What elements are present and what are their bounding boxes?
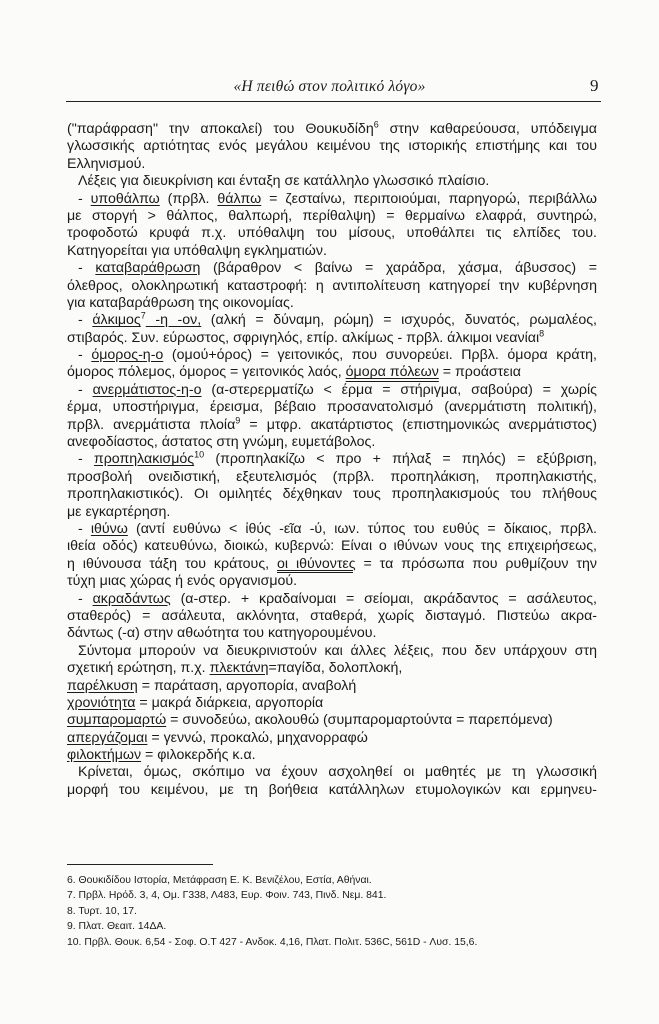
text-run: προσβολή ονειδιστική, εξευτελισμός (πρβλ. προπηλάκιση, προπηλακιστής, xyxy=(67,468,597,485)
text-run: με εγκαρτέρηση. xyxy=(67,503,171,520)
footnote-marker: 10 xyxy=(194,451,205,460)
text-run: - xyxy=(78,590,93,607)
double-underlined-phrase: όμορα πόλεων xyxy=(345,364,439,381)
footnote-rule xyxy=(67,864,213,865)
text-line xyxy=(67,504,597,521)
text-run: (αντί ευθύνω < ἰθύς -εῖα -ύ, ιων. τύπος του ευθύς = δίκαιος, πρβλ. xyxy=(127,520,597,537)
text-run: μορφή του κειμένου, με τη βοήθεια κατάλληλων ετυμολογικών και ερμηνευ- xyxy=(67,781,597,798)
text-line xyxy=(67,643,597,660)
text-line xyxy=(67,782,597,799)
text-line xyxy=(67,382,597,399)
text-line xyxy=(67,138,597,155)
text-line xyxy=(67,730,597,747)
text-line xyxy=(67,260,597,277)
text-run: όλεθρος, ολοκληρωτική καταστροφή: η αντιπολίτευση κατηγορεί την κυβέρνηση xyxy=(67,277,597,294)
text-run: Ελληνισμού. xyxy=(67,155,146,172)
text-run: - xyxy=(78,381,93,398)
text-run: ανεφοδίαστος, άστατος στη γνώμη, ευμετάβολος. xyxy=(67,434,376,451)
text-run: Κατηγορείται για υπόθαλψη εγκληματιών. xyxy=(67,242,327,259)
text-run: Σύντομα μπορούν να διευκρινιστούν και άλλες λέξεις, που δεν υπάρχουν στη xyxy=(78,642,597,659)
text-run: Κρίνεται, όμως, σκόπιμο να έχουν ασχοληθεί οι μαθητές με τη γλωσσική xyxy=(78,764,597,781)
text-line xyxy=(67,695,597,712)
text-run: με στοργή > θάλπος, θαλπωρή, περίθαλψη) = θερμαίνω ελαφρά, συντηρώ, xyxy=(67,207,597,224)
running-title: «Η πειθώ στον πολιτικό λόγο» xyxy=(233,78,426,95)
text-line xyxy=(67,573,597,590)
underlined-term: άλκιμος xyxy=(92,312,141,329)
text-line xyxy=(67,278,597,295)
footnote: 7. Πρβλ. Ηρόδ. 3, 4, Ομ. Γ338, Λ483, Ευρ. Φοιν. 743, Πινδ. Νεμ. 841. xyxy=(67,890,387,902)
underlined-term: πλεκτάνη xyxy=(209,660,269,677)
text-run: - xyxy=(78,520,91,537)
text-line xyxy=(67,364,597,381)
underlined-term: απεργάζομαι xyxy=(67,729,148,746)
footnote-marker: 6 xyxy=(373,121,379,130)
text-line xyxy=(67,764,597,781)
text-run: για καταβαράθρωση της οικονομίας. xyxy=(67,294,294,311)
text-run: - xyxy=(78,260,96,277)
footnote: 10. Πρβλ. Θουκ. 6,54 - Σοφ. Ο.Τ 427 - Ανδοκ. 4,16, Πλατ. Πολιτ. 536C, 561D - Λυσ. 15,6. xyxy=(67,936,478,948)
double-underlined-phrase: οι ιθύνοντες xyxy=(277,555,356,572)
text-run: γλωσσικής αρτιότητας ενός μεγάλου κειμένου της ιστορικής επιστήμης και του xyxy=(67,138,597,155)
header-rule xyxy=(66,101,601,102)
text-line xyxy=(67,208,597,225)
text-run: (α-στερερματίζω < έρμα = στήριγμα, σαβούρα) = χωρίς xyxy=(201,381,597,398)
text-run: έρμα, υποστήριγμα, έρεισμα, βέβαιο προσανατολισμό (ανερμάτιστη πολιτική), xyxy=(67,399,597,416)
text-line xyxy=(67,156,597,173)
text-line xyxy=(67,625,597,642)
footnote-marker: 8 xyxy=(539,329,545,338)
text-line xyxy=(67,121,597,138)
footnote: 6. Θουκιδίδου Ιστορία, Μετάφραση Ε. Κ. Βενιζέλου, Εστία, Αθήναι. xyxy=(67,875,372,886)
text-run: Λέξεις για διευκρίνιση και ένταξη σε κατάλληλο γλωσσικό πλαίσιο. xyxy=(78,173,490,190)
text-line xyxy=(67,295,597,312)
running-header xyxy=(0,78,659,102)
text-run: σταθερός) = ασάλευτα, ακλόνητα, σταθερά, χωρίς δισταγμό. Πιστεύω ακρα- xyxy=(67,607,597,624)
text-run: (α-στερ. + κραδαίνομαι = σείομαι, ακράδαντος = ασάλευτος, xyxy=(170,590,597,607)
text-run: = φιλοκερδής κ.α. xyxy=(141,747,256,764)
underlined-term: φιλοκτήμων xyxy=(67,747,142,764)
text-line xyxy=(67,712,597,729)
body-text xyxy=(67,121,597,799)
text-line xyxy=(67,747,597,764)
underlined-term: καταβαράθρωση xyxy=(95,260,201,277)
text-run: =παγίδα, δολοπλοκή, xyxy=(268,660,403,677)
text-run: όμορος πόλεμος, όμορος = γειτονικός λαός, xyxy=(67,364,346,381)
text-run: (αλκή = δύναμη, ρώμη) = ισχυρός, δυνατός, ρωμαλέος, xyxy=(201,312,597,329)
footnote-marker: 9 xyxy=(235,416,241,425)
underlined-term: προπηλακισμός xyxy=(93,451,195,468)
text-line xyxy=(67,434,597,451)
text-run: (βάραθρον < βαίνω = χαράδρα, χάσμα, άβυσσος) = xyxy=(200,260,597,277)
text-run: τύχη μιας χώρας ή ενός οργανισμού. xyxy=(67,573,298,590)
text-run: = προάστεια xyxy=(438,364,521,381)
text-run: (ομού+όρος) = γειτονικός, που συνορεύει. Πρβλ. όμορα κράτη, xyxy=(163,347,597,364)
text-line xyxy=(67,538,597,555)
text-line xyxy=(67,243,597,260)
underlined-term: όμορος-η-ο xyxy=(91,347,164,364)
text-run: προπηλακιστικός). Οι ομιλητές δέχθηκαν τους προπηλακισμούς του πλήθους xyxy=(67,486,597,503)
text-run: σχετική ερώτηση, π.χ. xyxy=(67,660,210,677)
text-line xyxy=(67,347,597,364)
text-run: - xyxy=(78,347,92,364)
text-run: στην καθαρεύουσα, υπόδειγμα xyxy=(378,121,597,137)
text-line xyxy=(67,660,597,677)
text-line xyxy=(67,591,597,608)
text-run: (πρβλ. xyxy=(159,190,218,207)
text-run: ("παράφραση" την αποκαλεί) του Θουκυδίδη xyxy=(67,121,374,137)
footnote: 9. Πλατ. Θεαιτ. 14ΔΑ. xyxy=(67,921,167,933)
underlined-term: ιθύνω xyxy=(90,520,128,537)
text-run: = τα πρόσωπα που ρυθμίζουν την xyxy=(355,555,597,572)
text-run: = μτφρ. ακατάρτιστος (επιστημονικώς ανερμάτιστος) xyxy=(240,416,597,433)
underlined-term: -η -ον, xyxy=(145,312,202,329)
text-line xyxy=(67,469,597,486)
underlined-term: ακραδάντως xyxy=(92,590,171,607)
text-line xyxy=(67,608,597,625)
text-run: ιθεία οδός) κατευθύνω, διοικώ, κυβερνώ: Είναι ο ιθύνων νους της επιχειρήσεως, xyxy=(67,538,597,555)
text-run: δάντως (-α) στην αθωότητα του κατηγορουμένου. xyxy=(67,625,377,642)
underlined-term: παρέλκυση xyxy=(67,677,138,694)
text-run: = μακρά διάρκεια, αργοπορία xyxy=(135,694,324,711)
underlined-term: υποθάλπω xyxy=(90,190,160,207)
underlined-term: ανερμάτιστος-η-ο xyxy=(92,381,202,398)
footnote-marker: 7 xyxy=(140,312,146,321)
text-line xyxy=(67,417,597,434)
text-run: τροφοδοτώ κρυφά π.χ. υπόθαλψη του μίσους, υποθάλπει τις ελπίδες του. xyxy=(67,225,597,242)
underlined-term: συμπαρομαρτώ xyxy=(67,712,167,729)
text-run: = παράταση, αργοπορία, αναβολή xyxy=(137,677,357,694)
text-run: = ζεσταίνω, περιποιούμαι, παρηγορώ, περιβάλλω xyxy=(261,190,597,207)
text-run: (προπηλακίζω < προ + πήλαξ = πηλός) = εξύβριση, xyxy=(204,451,597,468)
text-run: - xyxy=(78,451,94,468)
text-run: στιβαρός. Συν. εύρωστος, σφριγηλός, επίρ. αλκίμως - πρβλ. άλκιμοι νεανίαι xyxy=(67,329,540,346)
underlined-term: θάλπω xyxy=(217,190,262,207)
text-line xyxy=(67,173,597,190)
page-number: 9 xyxy=(590,76,599,95)
footnotes xyxy=(67,873,597,950)
text-line xyxy=(67,399,597,416)
text-line xyxy=(67,225,597,242)
text-line xyxy=(67,330,597,347)
text-line xyxy=(67,678,597,695)
text-run: - xyxy=(78,190,91,207)
text-line xyxy=(67,312,597,329)
underlined-term: χρονιότητα xyxy=(67,694,136,711)
text-run: = γεννώ, προκαλώ, μηχανορραφώ xyxy=(147,729,368,746)
text-line xyxy=(67,521,597,538)
text-run: = συνοδεύω, ακολουθώ (συμπαρομαρτούντα = παρεπόμενα) xyxy=(166,712,553,729)
text-run: πρβλ. ανερμάτιστα πλοία xyxy=(67,416,236,433)
text-line xyxy=(67,451,597,468)
footnote: 8. Τυρτ. 10, 17. xyxy=(67,905,137,917)
text-run: - xyxy=(78,312,93,329)
text-line xyxy=(67,191,597,208)
text-run: η ιθύνουσα τάξη του κράτους, xyxy=(67,555,277,572)
text-line xyxy=(67,556,597,573)
text-line xyxy=(67,486,597,503)
